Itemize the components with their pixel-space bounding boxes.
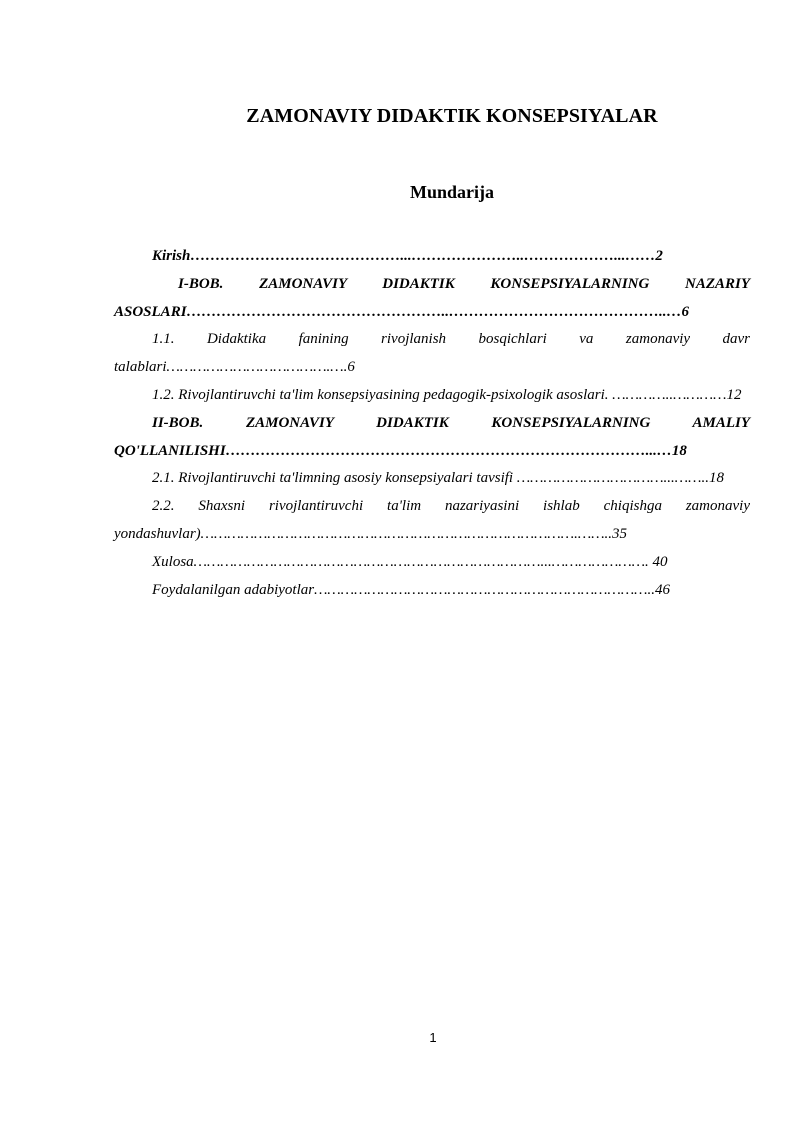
toc-entry-chapter-1[interactable]: I-BOB. ZAMONAVIY DIDAKTIK KONSEPSIYALARNING NAZARIY ASOSLARI……………………………………………..……………………………………..…6: [114, 275, 750, 320]
toc-entry-section-1-2[interactable]: 1.2. Rivojlantiruvchi ta'lim konsepsiyasining pedagogik-psixologik asoslari. …………..…………12: [152, 386, 742, 403]
toc-entry-chapter-2[interactable]: II-BOB. ZAMONAVIY DIDAKTIK KONSEPSIYALARNING AMALIY QO'LLANILISHI…………………………………………………………………………...…18: [114, 414, 750, 459]
table-of-contents: [114, 243, 750, 604]
toc-entry-references[interactable]: Foydalanilgan adabiyotlar…………………………………………………………………..46: [152, 581, 671, 598]
toc-entry-section-1-1[interactable]: 1.1. Didaktika fanining rivojlanish bosqichlari va zamonaviy davr talablari……………………………….….6: [114, 331, 750, 376]
document-title: ZAMONAVIY DIDAKTIK KONSEPSIYALAR: [246, 105, 658, 127]
toc-entry-introduction[interactable]: Kirish……………………………………...…………………..………………...……2: [152, 248, 663, 264]
toc-entry-conclusion[interactable]: Xulosa……………………………………………………………………...…………………. 40: [152, 553, 668, 570]
page-number: 1: [429, 1030, 437, 1045]
toc-heading: Mundarija: [409, 182, 494, 202]
toc-entry-section-2-2[interactable]: 2.2. Shaxsni rivojlantiruvchi ta'lim nazariyasini ishlab chiqishga zamonaviy yondashuvlar)………………………………………………………………………….……..35: [114, 498, 750, 542]
toc-entry-section-2-1[interactable]: 2.1. Rivojlantiruvchi ta'limning asosiy konsepsiyalari tavsifi ……………………………...……..18: [152, 470, 724, 487]
